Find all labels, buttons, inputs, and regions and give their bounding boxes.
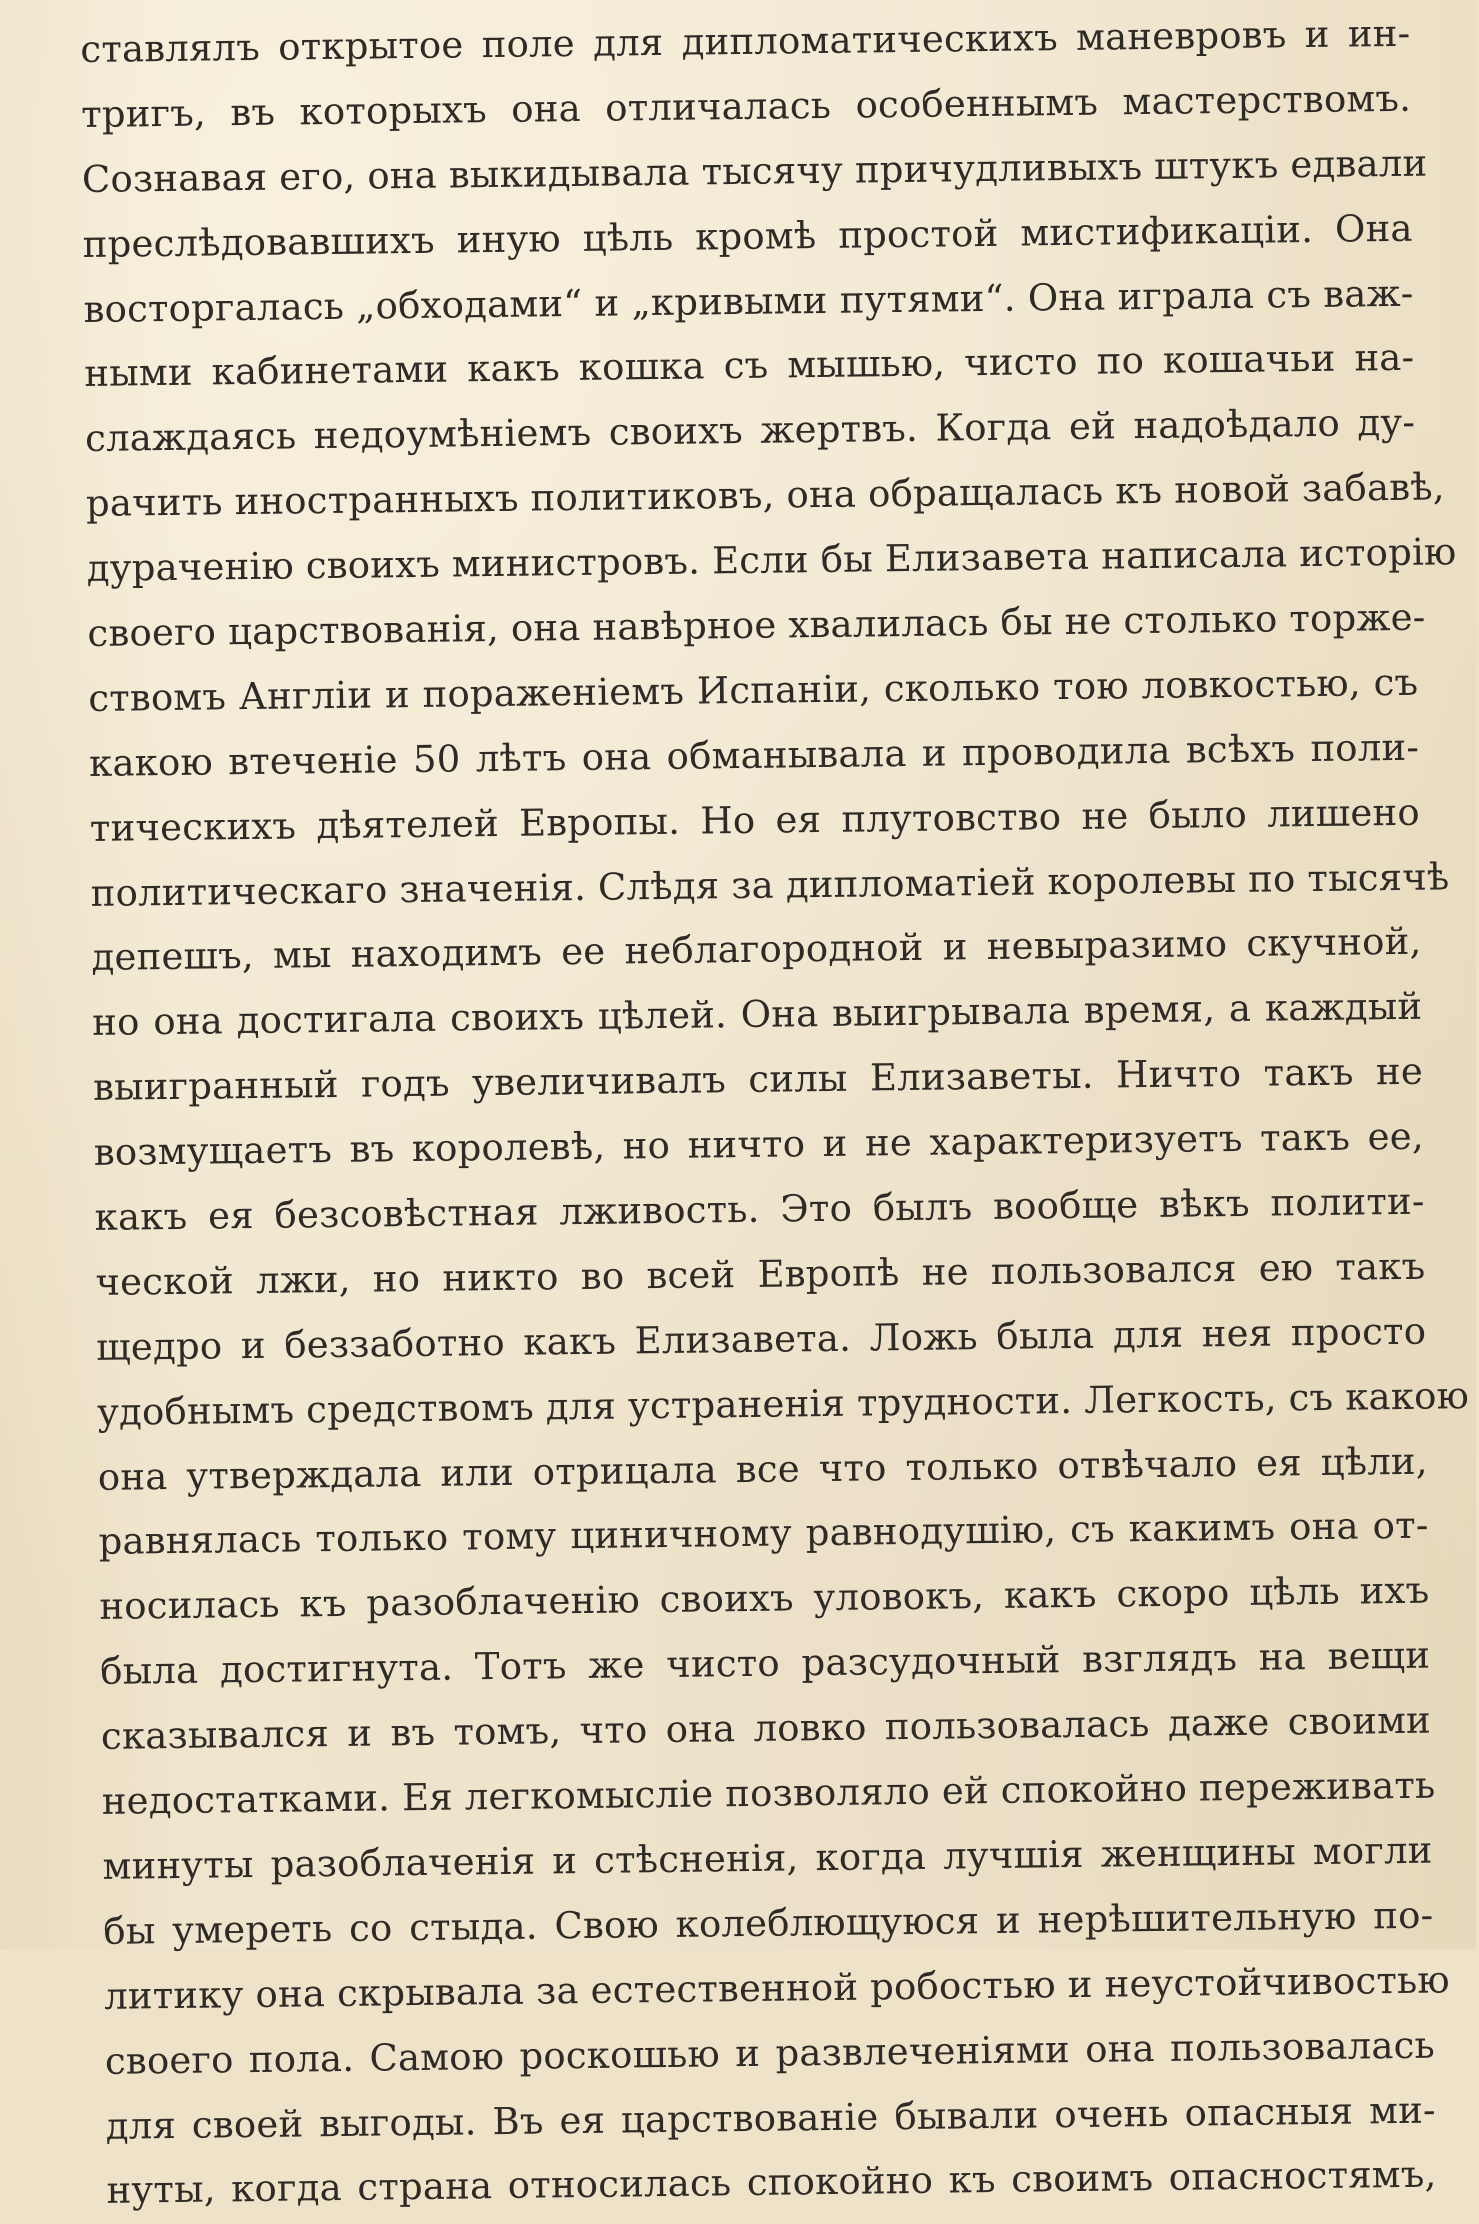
text-line-29: минуты разоблаченія и стѣсненія, когда лучшія женщины могли — [102, 1828, 1433, 1888]
text-line-19: какъ ея безсовѣстная лживость. Это былъ вообще вѣкъ полити- — [94, 1179, 1425, 1239]
text-line-9: дураченію своихъ министровъ. Если бы Елизавета написала исторію — [86, 530, 1457, 591]
text-line-24: равнялась только тому циничному равнодушію, съ какимъ она от- — [98, 1504, 1429, 1564]
text-line-1: ставлялъ открытое поле для дипломатическихъ маневровъ и ин- — [80, 11, 1411, 71]
text-line-30: бы умереть со стыда. Свою колеблющуюся и нерѣшительную по- — [103, 1893, 1434, 1953]
text-line-5: восторгалась „обходами“ и „кривыми путями“. Она играла съ важ- — [83, 271, 1414, 331]
text-line-25: носилась къ разоблаченію своихъ уловокъ, какъ скоро цѣль ихъ — [99, 1569, 1430, 1629]
text-line-4: преслѣдовавшихъ иную цѣль кромѣ простой мистификаціи. Она — [82, 206, 1413, 266]
text-line-26: была достигнута. Тотъ же чисто разсудочный взглядъ на вещи — [99, 1633, 1431, 1694]
text-line-10: своего царствованія, она навѣрное хвалилась бы не столько торже- — [87, 595, 1426, 655]
text-line-15: депешъ, мы находимъ ее неблагородной и невыразимо скучной, — [91, 920, 1422, 980]
text-line-16: но она достигала своихъ цѣлей. Она выигрывала время, а каждый — [92, 985, 1423, 1045]
text-line-13: тическихъ дѣятелей Европы. Но ея плутовство не было лишено — [89, 790, 1421, 850]
text-line-32: своего пола. Самою роскошью и развлеченіями она пользовалась — [104, 2023, 1436, 2083]
text-line-12: какою втеченіе 50 лѣтъ она обманывала и проводила всѣхъ поли- — [88, 725, 1420, 785]
text-line-27: сказывался и въ томъ, что она ловко пользовалась даже своими — [100, 1698, 1432, 1759]
text-line-6: ными кабинетами какъ кошка съ мышью, чисто по кошачьи на- — [84, 336, 1415, 396]
text-line-7: слаждаясь недоумѣніемъ своихъ жертвъ. Когда ей надоѣдало ду- — [84, 401, 1416, 461]
body-text — [80, 2, 1470, 2224]
text-line-14: политическаго значенія. Слѣдя за дипломатіей королевы по тысячѣ — [90, 854, 1450, 915]
text-line-18: возмущаетъ въ королевѣ, но ничто и не характеризуетъ такъ ее, — [93, 1114, 1425, 1175]
text-line-8: рачить иностранныхъ политиковъ, она обращалась къ новой забавѣ, — [85, 465, 1446, 526]
text-line-21: щедро и беззаботно какъ Елизавета. Ложь была для нея просто — [95, 1309, 1427, 1369]
text-line-31: литику она скрывала за естественной робостью и неустойчивостью — [103, 1958, 1451, 2018]
text-line-34: нуты, когда страна относилась спокойно къ своимъ опасностямъ, — [106, 2152, 1437, 2213]
text-line-22: удобнымъ средствомъ для устраненія трудности. Легкость, съ какою — [96, 1373, 1470, 1434]
text-line-3: Сознавая его, она выкидывала тысячу причудливыхъ штукъ едвали — [81, 141, 1428, 201]
text-line-11: ствомъ Англіи и пораженіемъ Испаніи, сколько тою ловкостью, съ — [88, 660, 1419, 720]
text-line-28: недостатками. Ея легкомысліе позволяло ей спокойно переживать — [101, 1763, 1436, 1823]
text-line-20: ческой лжи, но никто во всей Европѣ не пользовался ею такъ — [95, 1244, 1426, 1304]
text-line-17: выигранный годъ увеличивалъ силы Елизаветы. Ничто такъ не — [92, 1049, 1424, 1110]
text-line-33: для своей выгоды. Въ ея царствованіе бывали очень опасныя ми- — [105, 2088, 1436, 2148]
text-line-2: тригъ, въ которыхъ она отличалась особеннымъ мастерствомъ. — [80, 76, 1412, 136]
text-line-23: она утверждала или отрицала все что только отвѣчало ея цѣли, — [97, 1439, 1428, 1499]
